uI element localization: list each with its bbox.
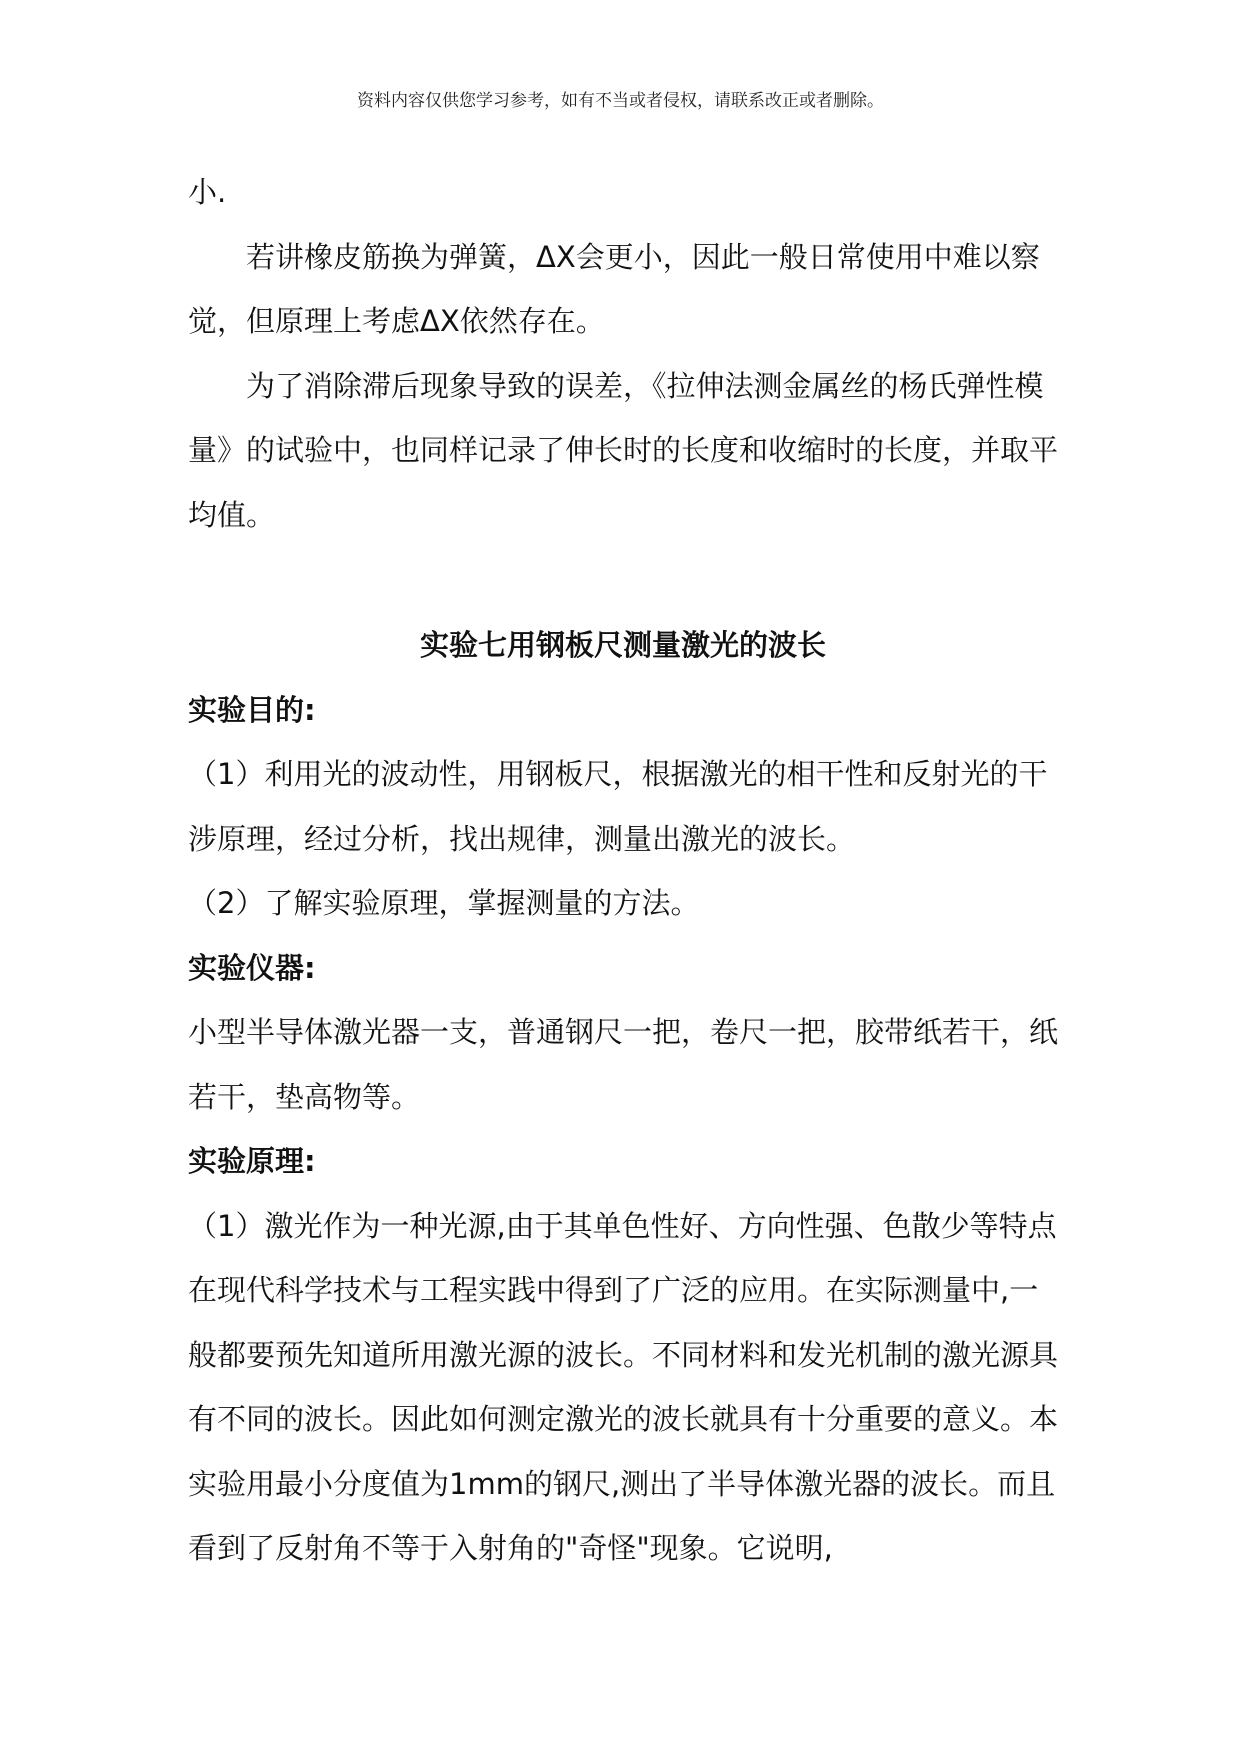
instruments-text: 小型半导体激光器一支，普通钢尺一把，卷尺一把，胶带纸若干，纸若干，垫高物等。 [188,1015,1059,1114]
section-title: 实验七用钢板尺测量激光的波长 [419,628,826,662]
paragraph-hysteresis: 为了消除滞后现象导致的误差，《拉伸法测金属丝的杨氏弹性模量》的试验中，也同样记录了伸长时的长度和收缩时的长度，并取平均值。 [188,368,1059,532]
heading-principle: 实验原理: [188,1144,316,1178]
header-notice: 资料内容仅供您学习参考，如有不当或者侵权，请联系改正或者删除。 [357,91,884,111]
purpose-item-2: （2）了解实验原理，掌握测量的方法。 [188,886,700,920]
paragraph-spring: 若讲橡皮筋换为弹簧，ΔX会更小，因此一般日常使用中难以察觉，但原理上考虑ΔX依然存在。 [188,239,1040,338]
heading-purpose: 实验目的: [188,692,316,727]
purpose-item-1: （1）利用光的波动性，用钢板尺，根据激光的相干性和反射光的干涉原理，经过分析，找出规律，测量出激光的波长。 [188,757,1048,856]
paragraph-continued: 小. [188,175,227,209]
heading-instruments: 实验仪器: [188,950,316,985]
document-body [188,160,1058,1581]
principle-item-1: （1）激光作为一种光源,由于其单色性好、方向性强、色散少等特点在现代科学技术与工程实践中得到了广泛的应用。在实际测量中,一般都要预先知道所用激光源的波长。不同材料和发光机制的激光源具有不同的波长。因此如何测定激光的波长就具有十分重要的意义。本实验用最小分度值为1mm的钢尺,测出了半导体激光器的波长。而且看到了反射角不等于入射角的"奇怪"现象。它说明, [188,1208,1059,1565]
